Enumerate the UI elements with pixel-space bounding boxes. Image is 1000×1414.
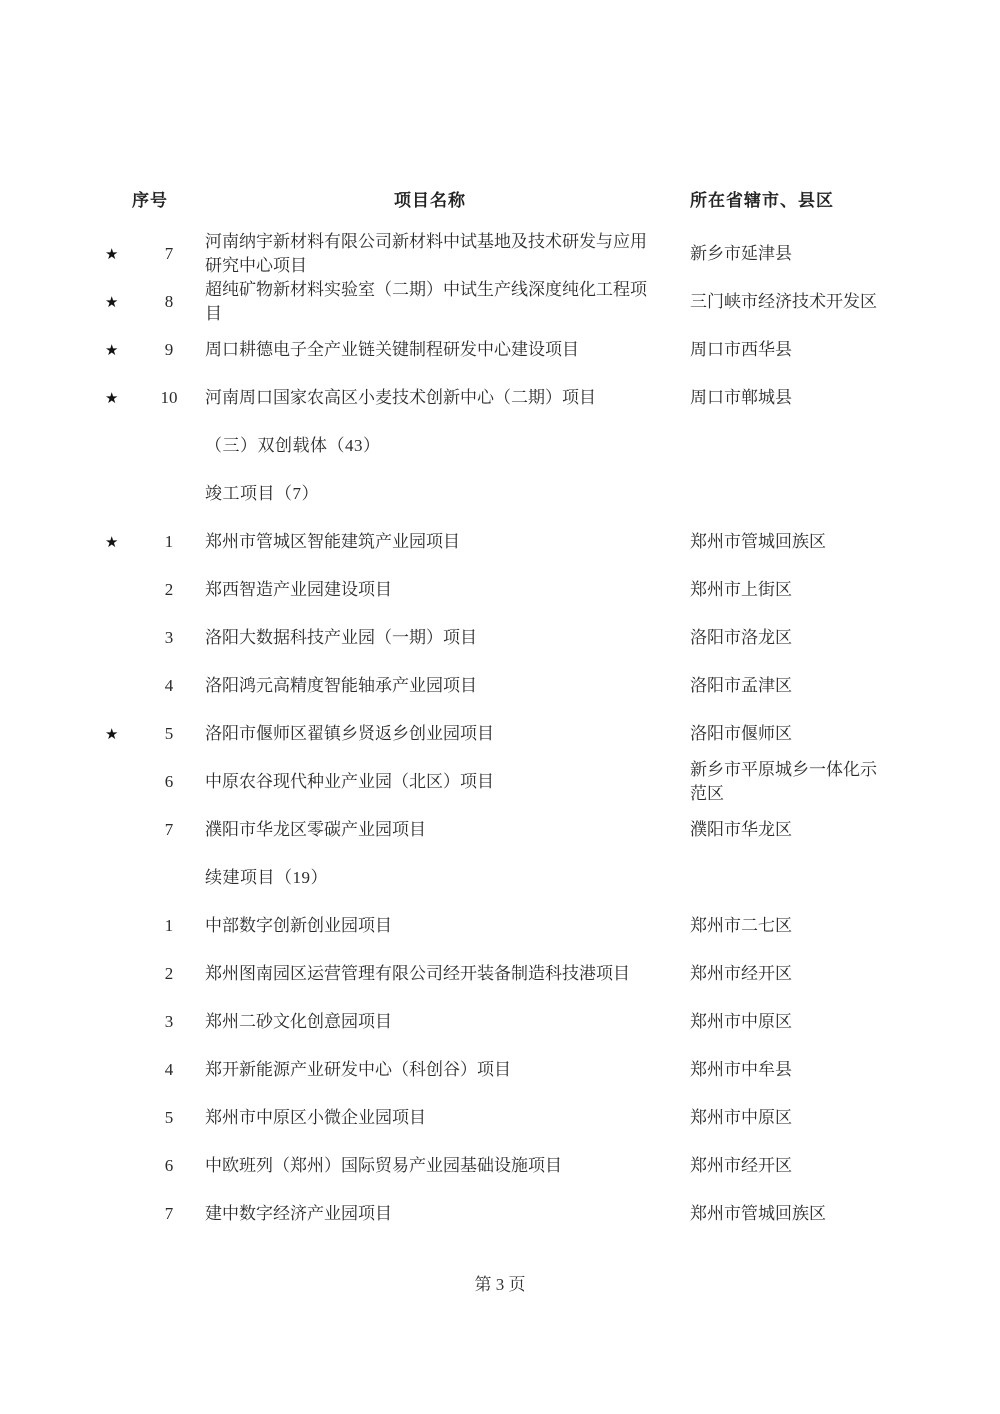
project-name: 周口耕德电子全产业链关键制程研发中心建设项目 [205,340,579,359]
row-index: 7 [164,244,174,263]
subsection-heading-row [0,854,1000,902]
row-index: 2 [164,580,174,599]
star-icon: ★ [105,245,119,263]
row-index: 6 [164,1156,174,1175]
project-name: 郑州市管城区智能建筑产业园项目 [205,532,460,551]
subsection-heading-row [0,470,1000,518]
row-index: 1 [164,532,174,551]
table-header-row [0,178,1000,218]
project-location: 周口市郸城县 [690,388,792,407]
header-project-name: 项目名称 [394,190,466,210]
row-index: 7 [164,820,174,839]
table-row [0,518,1000,566]
project-location: 郑州市中牟县 [690,1060,792,1079]
project-name: 中原农谷现代种业产业园（北区）项目 [205,772,494,791]
section-heading-row [0,422,1000,470]
project-name: 郑西智造产业园建设项目 [205,580,392,599]
project-name: 洛阳大数据科技产业园（一期）项目 [205,628,477,647]
row-index: 7 [164,1204,174,1223]
star-icon: ★ [105,293,119,311]
project-name: 郑州图南园区运营管理有限公司经开装备制造科技港项目 [205,964,630,983]
star-icon: ★ [105,725,119,743]
project-name: 中部数字创新创业园项目 [205,916,392,935]
table-row [0,902,1000,950]
project-location: 三门峡市经济技术开发区 [690,292,877,311]
project-name: 建中数字经济产业园项目 [205,1204,392,1223]
row-index: 5 [164,1108,174,1127]
table-row [0,662,1000,710]
table-row [0,1094,1000,1142]
row-index: 4 [164,1060,174,1079]
row-index: 10 [160,388,178,407]
row-index: 2 [164,964,174,983]
project-location: 郑州市二七区 [690,916,792,935]
table-row [0,710,1000,758]
project-name: 郑开新能源产业研发中心（科创谷）项目 [205,1060,511,1079]
project-name: 河南纳宇新材料有限公司新材料中试基地及技术研发与应用研究中心项目 [205,232,647,275]
table-row [0,998,1000,1046]
project-name: 河南周口国家农高区小麦技术创新中心（二期）项目 [205,388,596,407]
table-row [0,230,1000,278]
project-name: 洛阳鸿元高精度智能轴承产业园项目 [205,676,477,695]
subsection-label: 竣工项目（7） [205,484,319,503]
subsection-label: 续建项目（19） [205,868,328,887]
table-row [0,1046,1000,1094]
project-location: 郑州市上街区 [690,580,792,599]
project-location: 郑州市经开区 [690,1156,792,1175]
row-index: 3 [164,1012,174,1031]
row-index: 9 [164,340,174,359]
project-location: 郑州市中原区 [690,1108,792,1127]
project-location: 濮阳市华龙区 [690,820,792,839]
project-name: 郑州二砂文化创意园项目 [205,1012,392,1031]
project-location: 新乡市平原城乡一体化示范区 [690,760,877,803]
table-row [0,278,1000,326]
row-index: 1 [164,916,174,935]
table-row [0,326,1000,374]
project-location: 洛阳市偃师区 [690,724,792,743]
section-label: （三）双创载体（43） [205,436,381,455]
table-row [0,950,1000,998]
table-row [0,566,1000,614]
project-name: 郑州市中原区小微企业园项目 [205,1108,426,1127]
project-location: 周口市西华县 [690,340,792,359]
table-row [0,1190,1000,1238]
project-location: 洛阳市洛龙区 [690,628,792,647]
project-name: 中欧班列（郑州）国际贸易产业园基础设施项目 [205,1156,562,1175]
table-row [0,1142,1000,1190]
star-icon: ★ [105,389,119,407]
row-index: 6 [164,772,174,791]
project-location: 郑州市中原区 [690,1012,792,1031]
table-row [0,374,1000,422]
project-location: 洛阳市孟津区 [690,676,792,695]
header-location: 所在省辖市、县区 [690,190,834,210]
row-index: 8 [164,292,174,311]
row-index: 5 [164,724,174,743]
row-index: 4 [164,676,174,695]
row-index: 3 [164,628,174,647]
table-row [0,806,1000,854]
table-row [0,614,1000,662]
project-name: 超纯矿物新材料实验室（二期）中试生产线深度纯化工程项目 [205,280,647,323]
page-number: 第 3 页 [474,1275,526,1294]
project-location: 新乡市延津县 [690,244,792,263]
table-row [0,758,1000,806]
project-location: 郑州市管城回族区 [690,532,826,551]
project-name: 濮阳市华龙区零碳产业园项目 [205,820,426,839]
star-icon: ★ [105,341,119,359]
project-name: 洛阳市偃师区翟镇乡贤返乡创业园项目 [205,724,494,743]
project-location: 郑州市经开区 [690,964,792,983]
star-icon: ★ [105,533,119,551]
header-index: 序号 [132,190,168,210]
project-location: 郑州市管城回族区 [690,1204,826,1223]
